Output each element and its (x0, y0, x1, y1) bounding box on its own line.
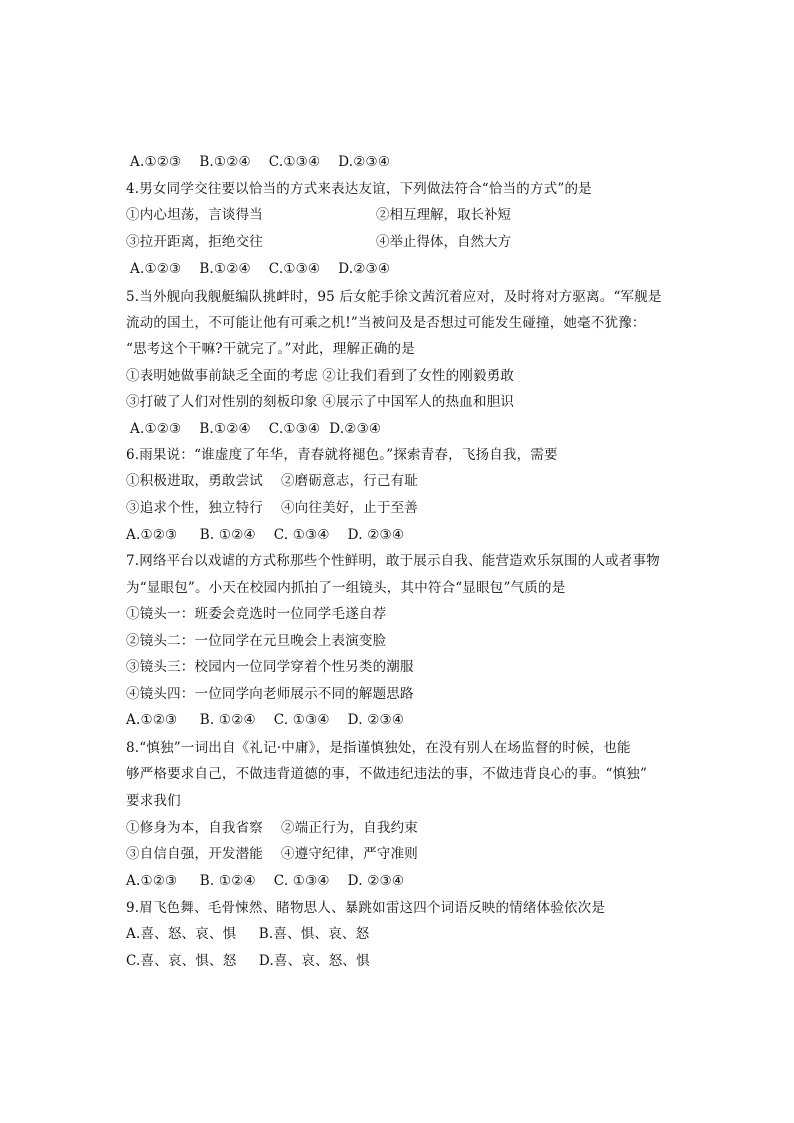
q7-item-4: ④镜头四：一位同学向老师展示不同的解题思路 (126, 686, 414, 702)
q4-stem: 4.男女同学交往要以恰当的方式来表达友谊，下列做法符合“恰当的方式”的是 (126, 181, 592, 197)
q5-item-line-1: ①表明她做事前缺乏全面的考虑 ②让我们看到了女性的刚毅勇敢 (126, 368, 515, 384)
q7-stem-line-2: 为“显眼包”。小天在校园内抓拍了一组镜头，其中符合“显眼包”气质的是 (126, 580, 566, 596)
q7-item-2: ②镜头二：一位同学在元旦晚会上表演变脸 (126, 633, 387, 649)
q5-item-line-2: ③打破了人们对性别的刻板印象 ④展示了中国军人的热血和胆识 (126, 394, 515, 410)
q4-item-4: ④举止得体，自然大方 (376, 234, 511, 250)
q4-item-1: ①内心坦荡，言谈得当 (126, 207, 263, 223)
q8-stem-line-1: 8.“慎独”一词出自《礼记·中庸》，是指谨慎独处，在没有别人在场监督的时候，也能 (126, 740, 631, 756)
q5-stem-line-2: 流动的国土，不可能让他有可乘之机!”当被问及是否想过可能发生碰撞，她毫不犹豫： (126, 315, 646, 331)
q3-options: A.①②③ B.①②④ C.①③④ D.②③④ (130, 154, 391, 170)
q8-stem-line-2: 够严格要求自己，不做违背道德的事，不做违纪违法的事，不做违背良心的事。“慎独” (126, 766, 648, 782)
q8-item-line-1: ①修身为本，自我省察 ②端正行为，自我约束 (126, 820, 418, 836)
q6-item-line-1: ①积极进取，勇敢尝试 ②磨砺意志，行己有耻 (126, 473, 418, 489)
q7-item-3: ③镜头三：校园内一位同学穿着个性另类的潮服 (126, 659, 414, 675)
q7-stem-line-1: 7.网络平台以戏谑的方式称那些个性鲜明，敢于展示自我、能营造欢乐氛围的人或者事物 (126, 553, 660, 569)
q5-stem-line-1: 5.当外舰向我舰艇编队挑衅时，95 后女舵手徐文茜沉着应对，及时将对方驱离。“军舰是 (126, 289, 662, 305)
q5-stem-line-3: “思考这个干嘛?干就完了。”对此，理解正确的是 (126, 341, 415, 357)
q9-stem: 9.眉飞色舞、毛骨悚然、睹物思人、暴跳如雷这四个词语反映的情绪体验依次是 (126, 900, 606, 916)
q6-item-line-2: ③追求个性，独立特行 ④向往美好，止于至善 (126, 500, 418, 516)
q7-item-1: ①镜头一：班委会竞选时一位同学毛遂自荐 (126, 606, 387, 622)
q4-item-2: ②相互理解，取长补短 (376, 207, 511, 223)
q5-options: A.①②③ B.①②④ C.①③④ D.②③④ (130, 421, 382, 437)
q9-options-line-2: C.喜、哀、惧、怒 D.喜、哀、怒、惧 (126, 953, 370, 969)
q9-options-line-1: A.喜、怒、哀、惧 B.喜、惧、哀、怒 (126, 926, 370, 942)
q6-options: A.①②③ B. ①②④ C. ①③④ D. ②③④ (126, 527, 405, 543)
q7-options: A.①②③ B. ①②④ C. ①③④ D. ②③④ (126, 712, 405, 728)
q4-item-3: ③拉开距离，拒绝交往 (126, 234, 263, 250)
q6-stem: 6.雨果说：“谁虚度了年华，青春就将褪色。”探索青春，飞扬自我，需要 (126, 447, 558, 463)
q4-options: A.①②③ B.①②④ C.①③④ D.②③④ (130, 261, 391, 277)
q8-options: A.①②③ B. ①②④ C. ①③④ D. ②③④ (126, 873, 405, 889)
q8-stem-line-3: 要求我们 (126, 793, 181, 809)
q8-item-line-2: ③自信自强，开发潜能 ④遵守纪律，严守准则 (126, 846, 418, 862)
